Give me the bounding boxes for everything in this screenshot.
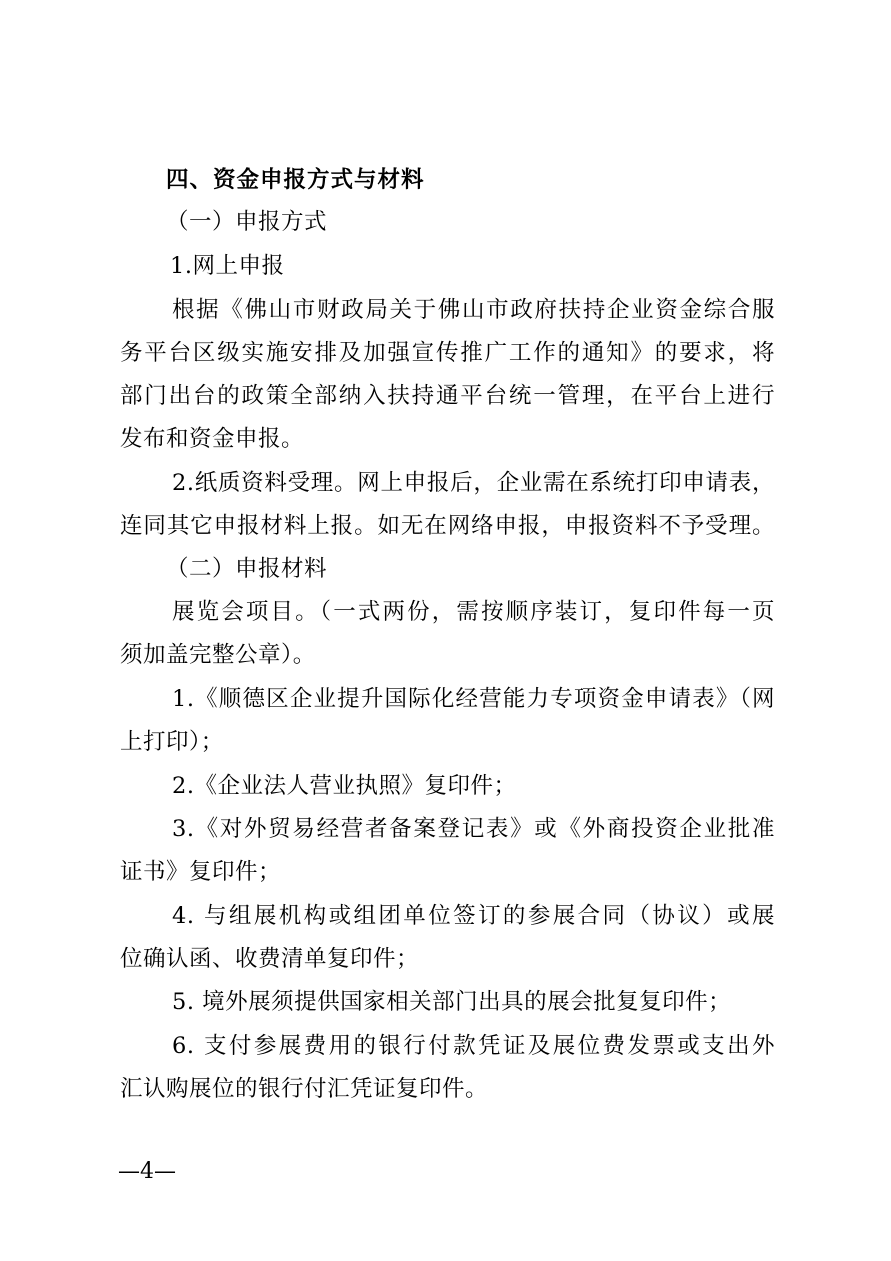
paragraph-line: 展览会项目。（一式两份，需按顺序装订，复印件每一页 (172, 599, 775, 625)
paragraph-line: 发布和资金申报。 (120, 426, 305, 452)
material-item-line: 位确认函、收费清单复印件； (120, 946, 420, 972)
paragraph-line: 务平台区级实施安排及加强宣传推广工作的通知》的要求，将 (120, 340, 775, 366)
subsection-title-application-method: （一）申报方式 (166, 209, 328, 235)
page-number: —4— (118, 1159, 176, 1184)
paragraph-line: 连同其它申报材料上报。如无在网络申报，申报资料不予受理。 (120, 513, 775, 539)
material-item-line: 6. 支付参展费用的银行付款凭证及展位费发票或支出外 (172, 1033, 775, 1059)
material-item-line: 1.《顺德区企业提升国际化经营能力专项资金申请表》（网 (172, 686, 775, 712)
material-item-line: 3.《对外贸易经营者备案登记表》或《外商投资企业批准 (172, 816, 775, 842)
paragraph-line: 须加盖完整公章）。 (120, 642, 316, 668)
paragraph-line: 根据《佛山市财政局关于佛山市政府扶持企业资金综合服 (172, 297, 775, 323)
material-item-line: 5. 境外展须提供国家相关部门出具的展会批复复印件； (172, 989, 732, 1015)
material-item-line: 证书》复印件； (120, 859, 282, 885)
material-item-line: 2.《企业法人营业执照》复印件； (172, 773, 517, 799)
material-item-line: 4. 与组展机构或组团单位签订的参展合同（协议）或展 (172, 903, 775, 929)
material-item-line: 汇认购展位的银行付汇凭证复印件。 (120, 1076, 489, 1102)
item-online-application-title: 1.网上申报 (170, 253, 285, 279)
material-item-line: 上打印）； (120, 729, 224, 755)
paragraph-line: 2.纸质资料受理。网上申报后，企业需在系统打印申请表， (172, 470, 775, 496)
subsection-title-materials: （二）申报材料 (166, 556, 328, 582)
section-title: 四、资金申报方式与材料 (166, 167, 425, 193)
paragraph-line: 部门出台的政策全部纳入扶持通平台统一管理，在平台上进行 (120, 383, 775, 409)
